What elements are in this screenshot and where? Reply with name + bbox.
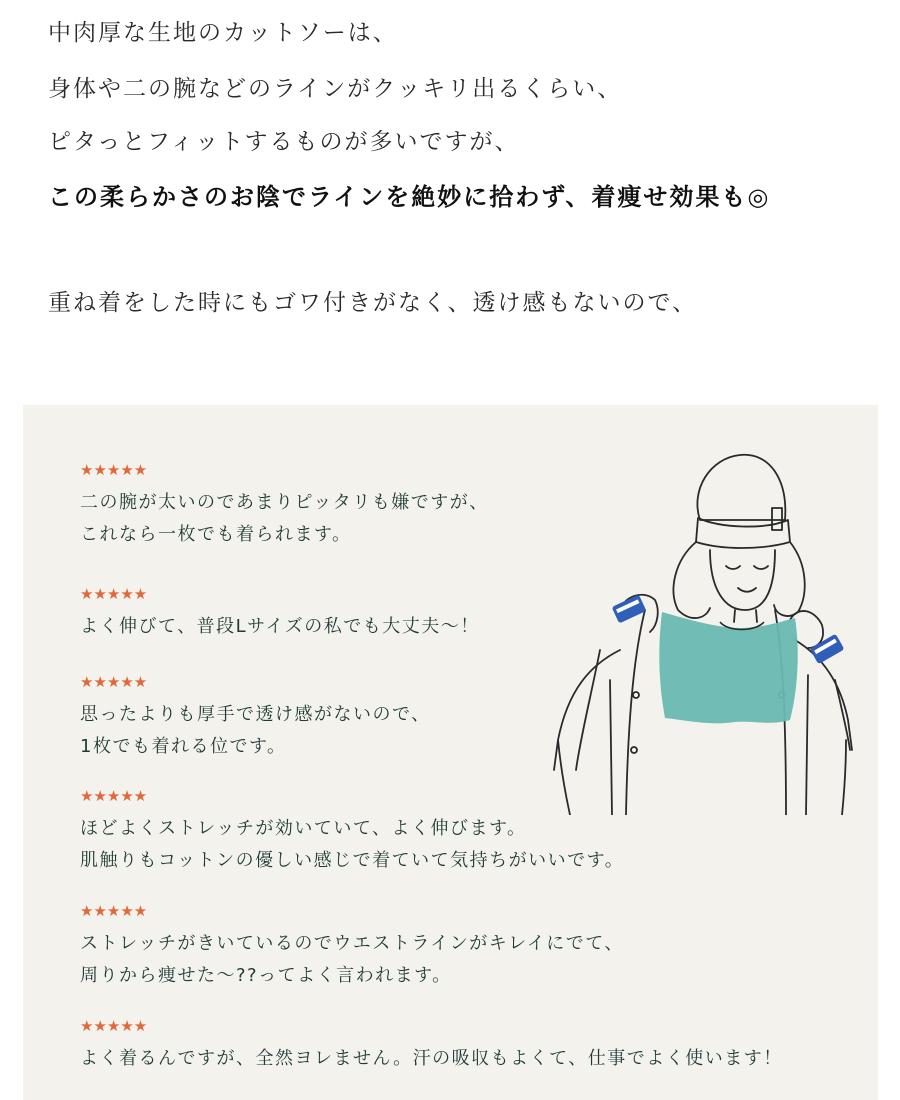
- teal-shirt: [659, 612, 797, 723]
- review-text: [80, 699, 431, 763]
- review-item: [80, 675, 431, 763]
- review-line: ストレッチがきいているのでウエストラインがキレイにでて、: [80, 933, 624, 954]
- review-line: 周りから痩せた～??ってよく言われます。: [80, 965, 452, 986]
- intro-line: 重ね着をした時にもゴワ付きがなく、透け感もないので、: [48, 290, 698, 316]
- star-rating: ★★★★★: [80, 1017, 148, 1035]
- review-panel: [23, 405, 878, 1100]
- eye: [726, 566, 740, 569]
- review-line: 肌触りもコットンの優しい感じで着ていて気持ちがいいです。: [80, 850, 625, 871]
- review-text: [80, 611, 480, 643]
- arm: [576, 650, 600, 770]
- eye: [754, 566, 768, 569]
- intro-line: ピタっとフィットするものが多いですが、: [48, 129, 520, 155]
- review-line: 思ったよりも厚手で透け感がないので、: [80, 704, 431, 725]
- beanie-tag: [772, 508, 782, 530]
- review-line: 二の腕が太いのであまりピッタリも嫌ですが、: [80, 492, 489, 513]
- coat-seam: [610, 680, 612, 815]
- hair: [774, 542, 805, 616]
- review-line: よく伸びて、普段Lサイズの私でも大丈夫～！: [80, 616, 480, 637]
- review-line: よく着るんですが、全然ヨレません。汗の吸収もよくて、仕事でよく使います！: [80, 1048, 783, 1069]
- review-text: [80, 928, 624, 992]
- coat-button: [633, 692, 639, 698]
- coat-seam: [806, 675, 808, 815]
- star-rating: ★★★★★: [80, 902, 148, 920]
- review-item: [80, 789, 624, 877]
- star-rating: ★★★★★: [80, 787, 148, 805]
- review-item: [80, 587, 480, 643]
- review-item: [80, 463, 489, 551]
- coat-outline: [795, 640, 852, 815]
- review-item: [80, 904, 624, 992]
- woman-illustration: [550, 450, 855, 815]
- mouth: [738, 588, 756, 592]
- intro-line: 身体や二の腕などのラインがクッキリ出るくらい、: [48, 76, 623, 102]
- review-line: 1枚でも着れる位です。: [80, 736, 287, 757]
- neck: [734, 610, 757, 622]
- intro-line: 中肉厚な生地のカットソーは、: [48, 20, 398, 46]
- coat-lapel: [626, 610, 645, 815]
- coat-button: [631, 747, 637, 753]
- review-line: ほどよくストレッチが効いていて、よく伸びます。: [80, 818, 527, 839]
- review-text: [80, 487, 489, 551]
- hair: [674, 542, 710, 618]
- face: [710, 550, 775, 610]
- review-text: [80, 1043, 783, 1075]
- star-rating: ★★★★★: [80, 585, 148, 603]
- star-rating: ★★★★★: [80, 673, 148, 691]
- review-line: これなら一枚でも着られます。: [80, 524, 352, 545]
- star-rating: ★★★★★: [80, 461, 148, 479]
- intro-line-emphasis: この柔らかさのお陰でラインを絶妙に拾わず、着痩せ効果も◎: [48, 183, 771, 211]
- review-text: [80, 813, 624, 877]
- beanie-brim: [696, 518, 790, 548]
- review-item: [80, 1019, 783, 1075]
